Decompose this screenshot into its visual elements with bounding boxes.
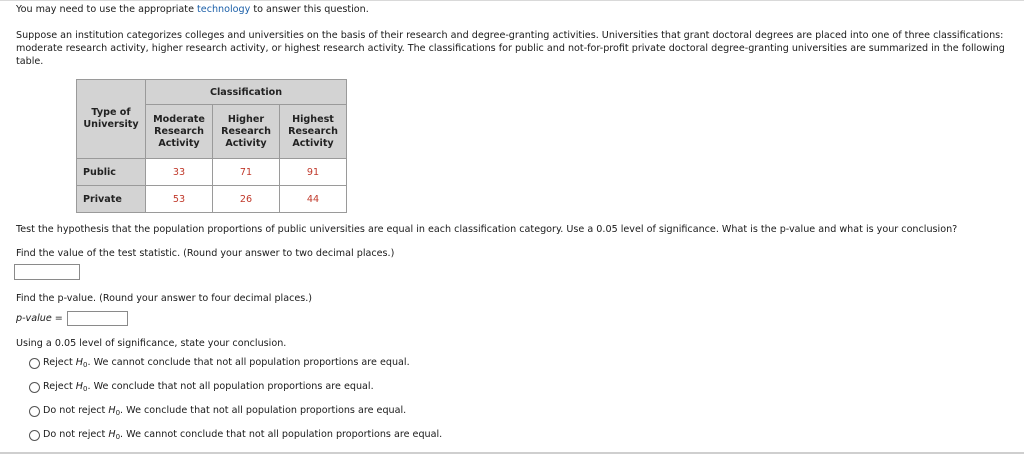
- option-text: . We conclude that not all population proportions are equal.: [120, 405, 407, 416]
- test-stat-prompt: Find the value of the test statistic. (Round your answer to two decimal places.): [16, 248, 395, 259]
- pvalue-prompt: Find the p-value. (Round your answer to four decimal places.): [16, 293, 313, 304]
- h-symbol: H: [75, 381, 84, 392]
- col-header-line: Research: [288, 125, 338, 137]
- option-text: Reject: [43, 357, 76, 368]
- table-cell: 44: [280, 186, 347, 213]
- intro-suffix: to answer this question.: [250, 4, 369, 15]
- top-divider: [0, 0, 1024, 1]
- pvalue-label: p-value =: [16, 313, 63, 324]
- hypothesis-text: Test the hypothesis that the population proportions of public universities are equal in each classification category. Use a 0.05 level of significance. What is the p-value and what is your conclusion?: [16, 224, 958, 235]
- type-header-line2: University: [83, 119, 139, 130]
- col-highest-header: [280, 105, 347, 159]
- option-2-label: [43, 381, 374, 393]
- conclusion-prompt: Using a 0.05 level of significance, state your conclusion.: [16, 338, 287, 349]
- col-moderate-header: [146, 105, 213, 159]
- col-header-line: Higher: [227, 113, 265, 125]
- table-cell: 91: [280, 159, 347, 186]
- col-header-line: Activity: [158, 137, 200, 149]
- classification-header: Classification: [146, 80, 347, 105]
- option-1-label: [43, 357, 410, 369]
- table-row: [77, 186, 347, 213]
- type-header-line1: Type of: [91, 107, 131, 118]
- option-4-label: [43, 429, 442, 441]
- col-header-line: Research: [221, 125, 271, 137]
- option-text: Reject: [43, 381, 76, 392]
- col-header-line: Highest: [292, 113, 334, 125]
- table-cell: 33: [146, 159, 213, 186]
- col-header-line: Activity: [292, 137, 334, 149]
- h-subscript: 0: [83, 385, 88, 393]
- intro-prefix: You may need to use the appropriate: [16, 4, 198, 15]
- table-cell: 71: [213, 159, 280, 186]
- h-symbol: H: [108, 429, 116, 440]
- h-symbol: H: [75, 357, 84, 368]
- col-header-line: Moderate: [153, 113, 205, 125]
- data-table: [76, 79, 347, 213]
- h-subscript: 0: [83, 361, 88, 369]
- pvalue-input[interactable]: [67, 311, 128, 326]
- type-of-university-header: [77, 80, 146, 159]
- table-cell: 53: [146, 186, 213, 213]
- table-row: [77, 159, 347, 186]
- h-subscript: 0: [115, 433, 121, 441]
- radio-option-2[interactable]: [29, 382, 40, 393]
- col-higher-header: [213, 105, 280, 159]
- option-text: Do not reject: [43, 405, 109, 416]
- row-label-private: Private: [77, 186, 146, 213]
- radio-option-1[interactable]: [29, 358, 40, 369]
- col-header-line: Activity: [225, 137, 267, 149]
- option-text: . We cannot conclude that not all population proportions are equal.: [87, 357, 410, 368]
- col-header-line: Research: [154, 125, 204, 137]
- test-statistic-input[interactable]: [14, 264, 80, 280]
- h-subscript: 0: [115, 409, 121, 417]
- option-text: Do not reject: [43, 429, 109, 440]
- option-3-label: [43, 405, 406, 417]
- radio-option-4[interactable]: [29, 430, 40, 441]
- h-symbol: H: [108, 405, 116, 416]
- technology-link[interactable]: technology: [197, 4, 251, 15]
- table-cell: 26: [213, 186, 280, 213]
- row-label-public: Public: [77, 159, 146, 186]
- radio-option-3[interactable]: [29, 406, 40, 417]
- intro-line: [16, 4, 369, 15]
- option-text: . We conclude that not all population proportions are equal.: [87, 381, 374, 392]
- problem-text: Suppose an institution categorizes colleges and universities on the basis of their research and degree-granting activities. Universities that grant doctoral degrees are placed into one of three classifications: moderate research activity, higher research activity, or highest research activity. The classifications for public and not-for-profit private doctoral degree-granting universities are summarized in the following table.: [16, 30, 1005, 67]
- option-text: . We cannot conclude that not all population proportions are equal.: [120, 429, 443, 440]
